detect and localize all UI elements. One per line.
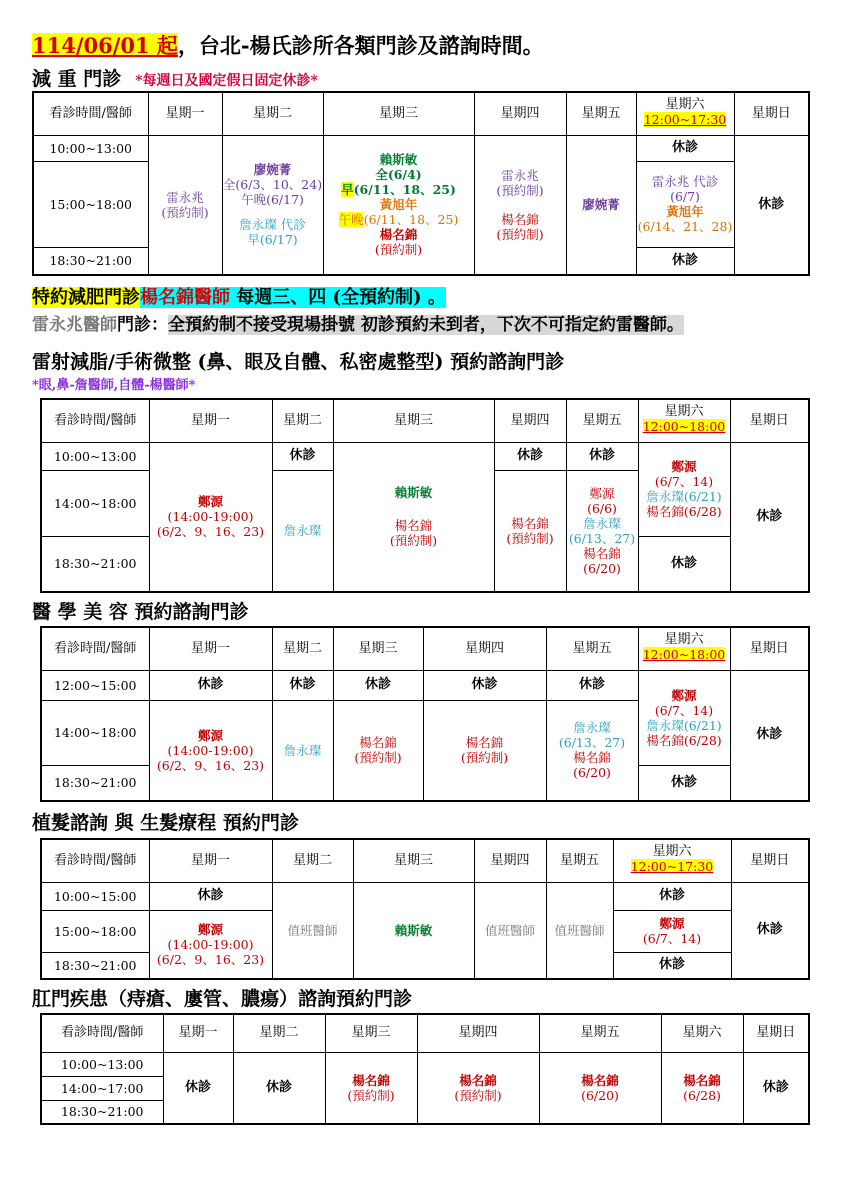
header-cell: 星期一 <box>149 399 272 442</box>
friday-cell <box>546 700 638 801</box>
note: 午晚 <box>338 212 364 228</box>
section-aesthetics-heading: 醫 學 美 容 預約諮詢門診 <box>32 601 249 623</box>
sunday-cell: 休診 <box>730 442 809 592</box>
tuesday-cell: 詹永璨 <box>272 470 333 592</box>
doctor-assignment-note: *眼,鼻-詹醫師,自體-楊醫師* <box>32 378 196 393</box>
header-cell: 星期六 <box>661 1014 743 1052</box>
doctor: 鄭源 <box>671 687 697 703</box>
doctor: 楊名錦 <box>352 1072 390 1088</box>
header-cell: 星期一 <box>148 92 222 135</box>
time-cell: 14:00~17:00 <box>41 1076 163 1100</box>
laser-table <box>40 398 810 593</box>
anal-table <box>40 1013 810 1125</box>
note: (6/7、14) <box>642 931 702 946</box>
doctor: 楊名錦 <box>581 1072 619 1088</box>
saturday-cell <box>638 670 730 765</box>
doctor: 賴斯敏 <box>379 152 418 168</box>
header-cell: 星期日 <box>730 399 809 442</box>
note: 午晚(6/17) <box>241 192 304 208</box>
header-cell: 星期日 <box>730 627 809 670</box>
saturday-cell <box>661 1052 743 1124</box>
section-weight-loss-heading <box>32 64 318 91</box>
note: 楊名錦(6/28) <box>646 504 722 519</box>
closure-note: *每週日及國定假日固定休診* <box>135 73 318 89</box>
doctor: 鄭源 <box>197 921 223 937</box>
thursday-cell <box>417 1052 539 1124</box>
thursday-cell: 值班醫師 <box>474 882 546 979</box>
saturday-hours: 12:00~18:00 <box>642 419 726 435</box>
saturday-hours: 12:00~17:30 <box>643 112 727 128</box>
time-cell: 15:00~18:00 <box>33 161 148 247</box>
doctor: 楊名錦 <box>465 735 504 751</box>
header-cell: 星期五 <box>566 399 638 442</box>
saturday-cell <box>636 161 734 247</box>
header-cell: 星期一 <box>149 627 272 670</box>
doctor: 黃旭年 <box>666 204 704 219</box>
note: (6/28) <box>683 1087 721 1103</box>
section-title: 減 重 門診 <box>32 68 122 90</box>
section-anal-heading: 肛門疾患（痔瘡、廔管、膿瘍）諮詢預約門診 <box>32 988 413 1010</box>
wednesday-cell <box>323 135 474 275</box>
table-header-row <box>41 399 809 442</box>
note: (6/14、21、28) <box>637 219 733 234</box>
header-cell: 星期三 <box>325 1014 417 1052</box>
monday-cell <box>149 442 272 592</box>
monday-cell: 休診 <box>163 1052 233 1124</box>
sunday-cell: 休診 <box>743 1052 809 1124</box>
note: (預約制) <box>374 242 423 258</box>
friday-cell: 休診 <box>566 442 638 470</box>
note: (預約制) <box>496 182 544 198</box>
table-row <box>41 442 809 470</box>
header-cell: 星期三 <box>353 839 474 882</box>
sunday-cell: 休診 <box>731 882 809 979</box>
saturday-hours: 12:00~17:30 <box>630 859 714 875</box>
header-cell: 星期一 <box>149 839 272 882</box>
time-cell: 18:30~21:00 <box>33 247 148 275</box>
header-cell: 星期二 <box>272 399 333 442</box>
day-label: 星期六 <box>665 97 705 113</box>
header-cell: 星期三 <box>333 627 423 670</box>
note: (預約制) <box>354 750 402 766</box>
doctor: 詹永璨 <box>583 515 621 531</box>
note: 詹永璨(6/21) <box>646 489 722 504</box>
monday-cell <box>149 910 272 979</box>
header-cell: 星期日 <box>731 839 809 882</box>
saturday-cell: 休診 <box>636 247 734 275</box>
special-clinic-line <box>32 283 446 309</box>
wednesday-cell: 休診 <box>333 670 423 700</box>
table-row <box>41 670 809 700</box>
note: 全(6/3、10、24) <box>222 177 323 193</box>
header-cell: 看診時間/醫師 <box>41 627 149 670</box>
section-laser-heading: 雷射減脂/手術微整 (鼻、眼及自體、私密處整型) 預約諮詢門診 <box>32 351 565 373</box>
section-hair-heading: 植髮諮詢 與 生髮療程 預約門診 <box>32 812 299 834</box>
note: (6/7、14) <box>654 702 714 718</box>
doctor: 鄭源 <box>197 494 223 510</box>
note: (預約制) <box>161 204 209 220</box>
time-cell: 10:00~13:00 <box>33 135 148 161</box>
tuesday-cell: 休診 <box>272 670 333 700</box>
thursday-cell <box>494 470 566 592</box>
header-cell: 看診時間/醫師 <box>33 92 148 135</box>
monday-cell: 休診 <box>149 670 272 700</box>
note: (預約制) <box>347 1087 395 1103</box>
header-cell: 星期日 <box>743 1014 809 1052</box>
header-cell: 星期二 <box>272 627 333 670</box>
tuesday-cell: 休診 <box>233 1052 325 1124</box>
header-cell: 星期四 <box>474 839 546 882</box>
doctor-notice <box>32 310 684 335</box>
header-cell: 星期四 <box>494 399 566 442</box>
header-cell: 看診時間/醫師 <box>41 399 149 442</box>
table-row <box>41 1052 809 1076</box>
note: 詹永璨(6/21) <box>646 717 722 733</box>
note: (預約制) <box>460 750 509 766</box>
time-cell: 14:00~18:00 <box>41 700 149 765</box>
day-label: 星期六 <box>664 404 704 420</box>
doctor: 黃旭年 <box>379 197 418 213</box>
header-cell: 看診時間/醫師 <box>41 1014 163 1052</box>
doctor: 楊名錦 <box>573 750 611 766</box>
table-row <box>33 135 809 161</box>
table-row <box>41 882 809 910</box>
monday-cell: 休診 <box>149 882 272 910</box>
doctor: 楊名錦 <box>683 1072 721 1088</box>
time-cell: 12:00~15:00 <box>41 670 149 700</box>
saturday-hours: 12:00~18:00 <box>642 647 726 663</box>
friday-cell: 值班醫師 <box>546 882 613 979</box>
header-cell: 看診時間/醫師 <box>41 839 149 882</box>
tuesday-cell: 詹永璨 <box>272 700 333 801</box>
title-text: ，台北-楊氏診所各類門診及諮詢時間。 <box>177 33 544 58</box>
doctor: 鄭源 <box>197 727 223 743</box>
doctor: 楊名錦 <box>511 515 549 531</box>
note: (14:00-19:00) <box>167 742 254 758</box>
doctor: 楊名錦 <box>379 227 418 243</box>
friday-cell <box>566 470 638 592</box>
saturday-cell: 休診 <box>638 536 730 592</box>
header-cell: 星期二 <box>272 839 353 882</box>
note: (預約制) <box>496 226 544 242</box>
header-cell: 星期四 <box>474 92 566 135</box>
notice-text: 全預約制不接受現場掛號 初診預約未到者，下次不可指定約雷醫師。 <box>168 315 684 335</box>
note: (14:00-19:00) <box>167 509 254 525</box>
note: (預約制) <box>389 533 438 549</box>
note: (6/2、9、16、23) <box>156 757 265 773</box>
time-cell: 14:00~18:00 <box>41 470 149 536</box>
doctor: 雷永兆 代診 <box>651 174 719 189</box>
doctor: 楊名錦 <box>394 518 433 534</box>
doctor: 雷永兆 <box>166 189 204 205</box>
note: 早 <box>341 182 354 198</box>
note: (6/7、14) <box>654 474 714 489</box>
saturday-cell: 休診 <box>613 952 731 979</box>
tuesday-cell: 值班醫師 <box>272 882 353 979</box>
header-cell: 星期四 <box>423 627 546 670</box>
friday-cell: 休診 <box>546 670 638 700</box>
doctor: 楊名錦 <box>459 1072 497 1088</box>
doctor: 鄭源 <box>659 916 685 931</box>
header-cell-saturday <box>613 839 731 882</box>
doctor: 廖婉菁 <box>253 162 292 178</box>
saturday-cell: 休診 <box>636 135 734 161</box>
header-cell: 星期日 <box>734 92 809 135</box>
doctor: 鄭源 <box>589 485 615 501</box>
time-cell: 10:00~13:00 <box>41 1052 163 1076</box>
time-cell: 15:00~18:00 <box>41 910 149 952</box>
time-cell: 10:00~15:00 <box>41 882 149 910</box>
monday-cell <box>149 700 272 801</box>
wednesday-cell <box>333 700 423 801</box>
time-cell: 10:00~13:00 <box>41 442 149 470</box>
wednesday-cell <box>333 442 494 592</box>
note: (6/13、27) <box>568 530 636 546</box>
header-cell: 星期二 <box>222 92 323 135</box>
saturday-cell <box>613 910 731 952</box>
note: (預約制) <box>454 1087 502 1103</box>
note: (6/13、27) <box>558 735 626 751</box>
header-cell: 星期三 <box>323 92 474 135</box>
schedule-note: 每週三、四 (全預約制) 。 <box>230 287 446 308</box>
time-cell: 18:30~21:00 <box>41 536 149 592</box>
note: (6/11、18、25) <box>353 182 456 198</box>
wednesday-cell: 賴斯敏 <box>353 882 474 979</box>
doctor-name: 雷永兆醫師 <box>32 315 117 335</box>
day-label: 星期六 <box>652 844 692 860</box>
header-cell: 星期四 <box>417 1014 539 1052</box>
note: (6/20) <box>573 765 611 781</box>
note: (6/20) <box>583 560 621 576</box>
note: 楊名錦(6/28) <box>646 732 722 748</box>
doctor: 賴斯敏 <box>394 485 433 501</box>
doctor: 楊名錦 <box>501 211 539 227</box>
note: (預約制) <box>506 530 554 546</box>
thursday-cell: 休診 <box>494 442 566 470</box>
note: (6/20) <box>581 1087 619 1103</box>
weight-loss-table <box>32 91 810 276</box>
thursday-cell <box>423 700 546 801</box>
time-cell: 18:30~21:00 <box>41 1100 163 1124</box>
friday-cell <box>539 1052 661 1124</box>
doctor: 詹永璨 <box>573 720 611 736</box>
doctor: 楊名錦 <box>583 545 621 561</box>
note: 全(6/4) <box>375 167 422 183</box>
sunday-cell: 休診 <box>730 670 809 801</box>
aesthetics-table <box>40 626 810 802</box>
doctor: 詹永璨 代診 <box>239 217 306 233</box>
time-cell: 18:30~21:00 <box>41 765 149 801</box>
doctor: 雷永兆 <box>501 167 539 183</box>
note: (6/6) <box>587 500 617 516</box>
note: (6/2、9、16、23) <box>156 524 265 540</box>
header-cell-saturday <box>638 627 730 670</box>
note: (6/11、18、25) <box>363 212 459 228</box>
table-header-row <box>33 92 809 135</box>
header-cell: 星期五 <box>566 92 636 135</box>
header-cell: 星期五 <box>546 839 613 882</box>
notice-label: 門診： <box>117 315 168 335</box>
thursday-cell <box>474 135 566 275</box>
header-cell: 星期三 <box>333 399 494 442</box>
day-label: 星期六 <box>664 632 704 648</box>
doctor: 楊名錦 <box>359 735 397 751</box>
time-cell: 18:30~21:00 <box>41 952 149 979</box>
header-cell: 星期二 <box>233 1014 325 1052</box>
hair-table <box>40 838 810 980</box>
header-cell: 星期五 <box>546 627 638 670</box>
saturday-cell: 休診 <box>638 765 730 801</box>
page-title <box>32 30 544 60</box>
special-clinic-label: 特約減肥門診 <box>32 287 140 308</box>
tuesday-cell <box>222 135 323 275</box>
header-cell-saturday <box>636 92 734 135</box>
wednesday-cell <box>325 1052 417 1124</box>
note: 早(6/17) <box>247 232 298 248</box>
header-cell: 星期五 <box>539 1014 661 1052</box>
thursday-cell: 休診 <box>423 670 546 700</box>
effective-date: 114/06/01 起 <box>32 33 178 58</box>
table-header-row <box>41 627 809 670</box>
table-header-row <box>41 1014 809 1052</box>
friday-cell: 廖婉菁 <box>566 135 636 275</box>
monday-cell <box>148 135 222 275</box>
table-header-row <box>41 839 809 882</box>
tuesday-cell: 休診 <box>272 442 333 470</box>
doctor-name: 楊名錦醫師 <box>140 287 230 308</box>
note: (6/2、9、16、23) <box>156 951 265 967</box>
note: (14:00-19:00) <box>167 936 254 952</box>
header-cell: 星期一 <box>163 1014 233 1052</box>
header-cell-saturday <box>638 399 730 442</box>
saturday-cell <box>638 442 730 536</box>
saturday-cell: 休診 <box>613 882 731 910</box>
sunday-cell: 休診 <box>734 135 809 275</box>
note: (6/7) <box>670 189 700 204</box>
doctor: 鄭源 <box>671 459 697 474</box>
